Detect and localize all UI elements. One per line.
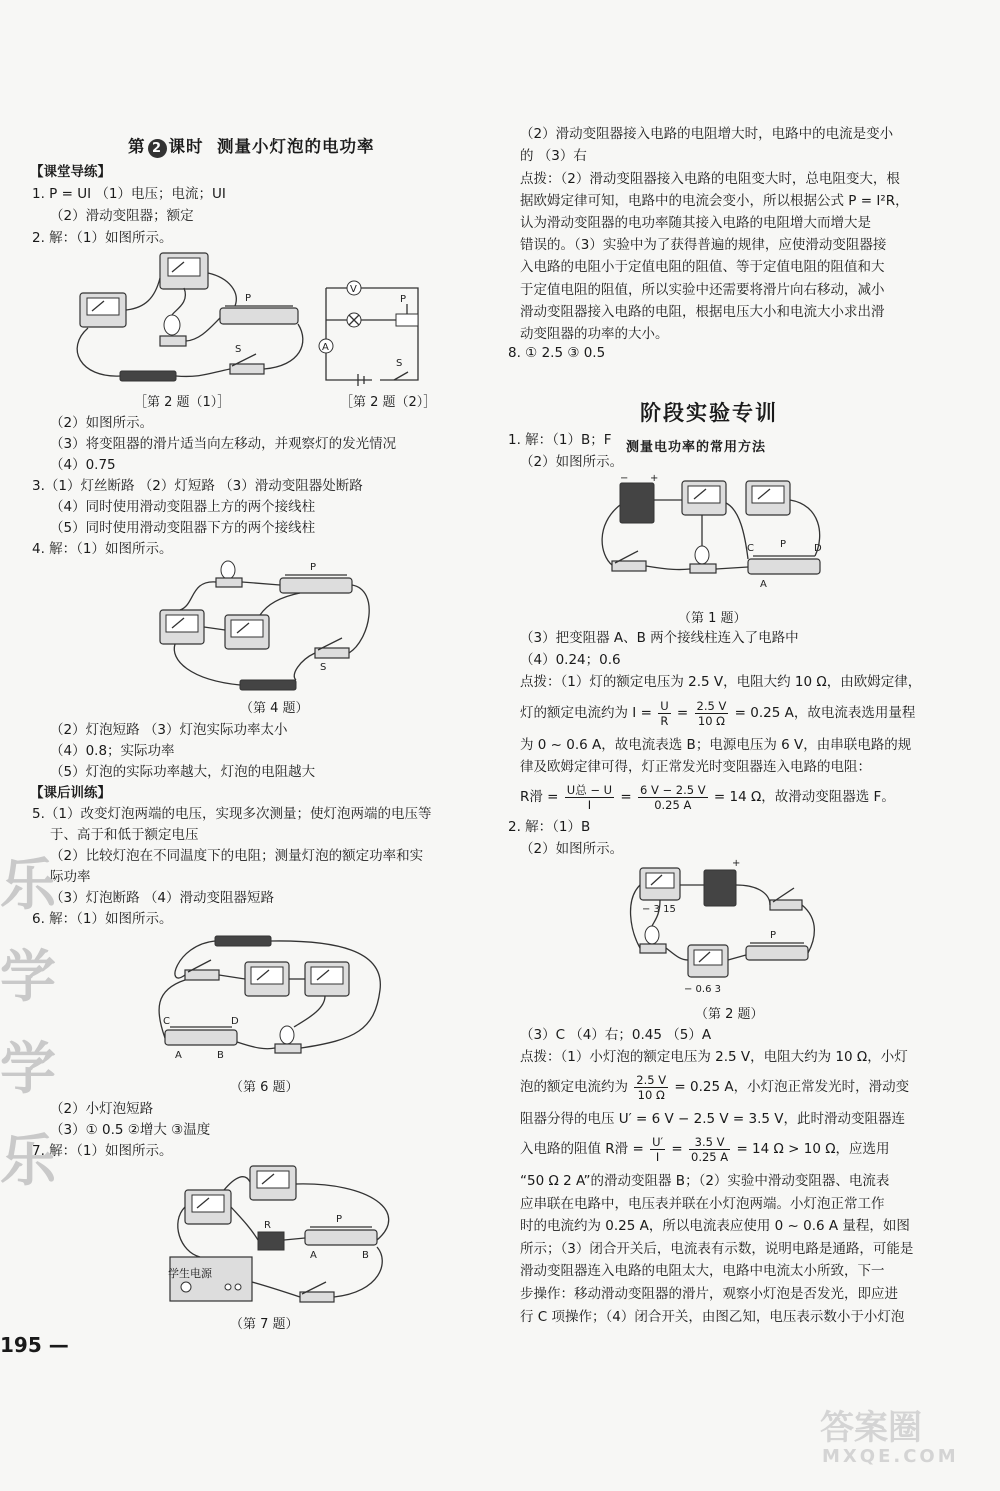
hint-line: 据欧姆定律可知，电路中的电流会变小，所以根据公式 P = I²R， — [520, 193, 909, 209]
answer-line: 2. 解：（1）B — [508, 819, 591, 835]
hint-line: 滑动变阻器接入电路的电阻，根据电压大小和电流大小求出滑 — [520, 304, 885, 320]
hint-line: 步操作：移动滑动变阻器的滑片，观察小灯泡是否发光，即应进 — [520, 1286, 898, 1302]
circuit-figure-2-1 — [60, 248, 320, 388]
fraction — [695, 699, 729, 728]
section-after-class: 【课后训练】 — [30, 785, 111, 801]
answer-line: 8. ① 2.5 ③ 0.5 — [508, 345, 606, 361]
fraction-denominator: 0.25 A — [691, 1149, 729, 1164]
answer-line: （2）比较灯泡在不同温度下的电阻；测量灯泡的额定功率和实 — [50, 848, 424, 864]
answer-line: （3）灯泡断路 （4）滑动变阻器短路 — [50, 890, 274, 906]
figure-caption: （第 1 题） — [678, 611, 747, 626]
hint-line: 入电路的电阻小于定值电阻的阻值、等于定值电阻的阻值和大 — [520, 259, 885, 275]
formula-text: 泡的额定电流约为 — [520, 1079, 628, 1095]
fraction-numerator: U′ — [652, 1134, 664, 1149]
figure-caption: （第 7 题） — [230, 1317, 299, 1332]
svg-text:A: A — [310, 1250, 317, 1261]
hint-line: 时的电流约为 0.25 A，所以电流表应使用 0 ~ 0.6 A 量程，如图 — [520, 1218, 910, 1234]
formula-line — [520, 1134, 890, 1164]
svg-text:S: S — [320, 662, 327, 673]
svg-text:R: R — [264, 1220, 271, 1231]
lesson-title: 第 2 课时 测量小灯泡的电功率 — [128, 137, 375, 156]
answer-line: （5）灯泡的实际功率越大，灯泡的电阻越大 — [50, 764, 316, 780]
hint-line: 行 C 项操作；（4）闭合开关，由图乙知，电压表示数小于小灯泡 — [520, 1309, 905, 1325]
svg-text:P: P — [245, 293, 252, 304]
fraction-numerator: U总 − U — [566, 782, 613, 797]
fraction — [658, 699, 670, 728]
fraction-numerator: 2.5 V — [696, 698, 727, 713]
fraction — [689, 1135, 730, 1164]
answer-line: 5.（1）改变灯泡两端的电压，实现多次测量；使灯泡两端的电压等 — [32, 806, 432, 822]
svg-text:A: A — [322, 342, 329, 353]
fraction-numerator: U — [660, 698, 669, 713]
answer-line: （2）如图所示。 — [520, 841, 624, 857]
answer-line: （2）滑动变阻器接入电路的电阻增大时，电路中的电流是变小 — [520, 126, 894, 142]
answer-line: 4. 解：（1）如图所示。 — [32, 541, 173, 557]
section-class-practice: 【课堂导练】 — [30, 164, 111, 180]
svg-text:P: P — [770, 930, 777, 941]
answer-line: 1. 解：（1）B；F — [508, 432, 612, 448]
answer-line: 2. 解：（1）如图所示。 — [32, 230, 173, 246]
answer-line: （5）同时使用滑动变阻器下方的两个接线柱 — [50, 520, 316, 536]
section-title: 阶段实验专训 — [640, 401, 778, 425]
formula-text: 入电路的阻值 R滑 = — [520, 1141, 644, 1157]
answer-line: （3）把变阻器 A、B 两个接线柱连入了电路中 — [520, 630, 799, 646]
svg-text:P: P — [336, 1214, 343, 1225]
fraction-numerator: 2.5 V — [636, 1072, 667, 1087]
hint-line: 于定值电阻的阻值，所以实验中还需要将滑片向右移动，减小 — [520, 282, 885, 298]
corner-watermark-url: MXQE.COM — [822, 1446, 959, 1467]
hint-line: 点拨：（1）小灯泡的额定电压为 2.5 V，电阻大约为 10 Ω，小灯 — [520, 1049, 908, 1065]
svg-text:P: P — [400, 294, 407, 305]
fraction-denominator: 10 Ω — [637, 1087, 665, 1102]
formula-text: = 14 Ω，故滑动变阻器选 F。 — [713, 789, 895, 805]
lesson-number-badge: 2 — [148, 139, 167, 158]
svg-text:−: − — [620, 473, 629, 484]
figure-caption: ［第 2 题（2）］ — [340, 395, 437, 410]
section-subtitle: 测量电功率的常用方法 — [626, 440, 767, 455]
answer-line: 的 （3）右 — [520, 148, 587, 164]
answer-line: （4）0.8；实际功率 — [50, 743, 175, 759]
answer-line: （3）将变阻器的滑片适当向左移动，并观察灯的发光情况 — [50, 436, 397, 452]
circuit-figure-2-2 — [318, 280, 428, 390]
svg-text:D: D — [231, 1016, 239, 1027]
svg-text:P: P — [780, 539, 787, 550]
figure-caption: ［第 2 题（1）］ — [134, 395, 231, 410]
answer-line: （4）0.75 — [50, 457, 116, 473]
circuit-figure-r1 — [590, 475, 830, 605]
svg-text:B: B — [217, 1050, 224, 1061]
power-supply-label: 学生电源 — [168, 1267, 212, 1280]
svg-text:P: P — [310, 562, 317, 573]
answer-line: 7. 解：（1）如图所示。 — [32, 1143, 173, 1159]
equals-sign: = — [676, 705, 689, 721]
fraction — [634, 1073, 668, 1102]
svg-text:+: + — [732, 858, 741, 869]
hint-line: 律及欧姆定律可得，灯正常发光时变阻器连入电路的电阻： — [520, 759, 871, 775]
svg-text:S: S — [396, 358, 403, 369]
answer-line: （2）如图所示。 — [50, 415, 154, 431]
answer-line: （2）如图所示。 — [520, 454, 624, 470]
answer-line: （4）同时使用滑动变阻器上方的两个接线柱 — [50, 499, 316, 515]
formula-line — [520, 698, 915, 728]
equals-sign: = — [671, 1141, 683, 1157]
circuit-figure-r2 — [620, 860, 820, 1000]
fraction-denominator: R — [660, 713, 669, 728]
hint-line: 所示；（3）闭合开关后，电流表有示数，说明电路是通路，可能是 — [520, 1241, 914, 1257]
answer-line: （2）灯泡短路 （3）灯泡实际功率太小 — [50, 722, 288, 738]
svg-text:A: A — [175, 1050, 182, 1061]
fraction — [650, 1135, 665, 1164]
hint-line: 滑动变阻器连入电路的电阻太大，电路中电流太小所致，下一 — [520, 1263, 885, 1279]
hint-line: 动变阻器的功率的大小。 — [520, 326, 669, 342]
hint-line: “50 Ω 2 A”的滑动变阻器 B；（2）实验中滑动变阻器、电流表 — [520, 1173, 890, 1189]
formula-line — [520, 782, 895, 812]
fraction — [565, 783, 614, 812]
answer-line: 3.（1）灯丝断路 （2）灯短路 （3）滑动变阻器处断路 — [32, 478, 363, 494]
figure-caption: （第 2 题） — [695, 1007, 764, 1022]
formula-text: = 0.25 A，小灯泡正常发光时，滑动变 — [674, 1079, 910, 1095]
hint-line: 点拨：（1）灯的额定电压为 2.5 V，电阻大约 10 Ω，由欧姆定律， — [520, 674, 922, 690]
svg-text:A: A — [760, 579, 767, 590]
fraction-numerator: 6 V − 2.5 V — [639, 782, 706, 797]
answer-line: 于、高于和低于额定电压 — [50, 827, 199, 843]
answer-line: （3）C （4）右；0.45 （5）A — [520, 1027, 712, 1043]
formula-text: = 14 Ω > 10 Ω，应选用 — [736, 1141, 890, 1157]
equals-sign: = — [620, 789, 632, 805]
formula-line — [520, 1072, 909, 1102]
answer-line: （2）滑动变阻器；额定 — [50, 208, 194, 224]
svg-text:D: D — [814, 543, 822, 554]
hint-line: 点拨：（2）滑动变阻器接入电路的电阻变大时，总电阻变大，根 — [520, 171, 900, 187]
formula-text: R滑 = — [520, 789, 559, 805]
fraction-denominator: 0.25 A — [654, 797, 692, 812]
fraction — [638, 783, 708, 812]
svg-text:S: S — [235, 344, 242, 355]
svg-text:+: + — [650, 473, 659, 484]
fraction-numerator: 3.5 V — [689, 1135, 730, 1150]
figure-caption: （第 4 题） — [240, 701, 309, 716]
side-watermark: 乐 学 学 乐 — [0, 853, 56, 1194]
hint-line: 错误的。（3）实验中为了获得普遍的规律，应使滑动变阻器接 — [520, 237, 887, 253]
answer-line: （3）① 0.5 ②增大 ③温度 — [50, 1122, 211, 1138]
circuit-figure-7 — [140, 1162, 400, 1312]
answer-line: 际功率 — [50, 869, 91, 885]
answer-line: （4）0.24；0.6 — [520, 652, 621, 668]
circuit-figure-6 — [155, 930, 405, 1075]
fraction-denominator: I — [587, 797, 592, 812]
fraction-denominator: I — [655, 1149, 660, 1164]
svg-text:V: V — [350, 284, 357, 295]
svg-text:B: B — [362, 1250, 369, 1261]
formula-text: 灯的额定电流约为 I = — [520, 705, 652, 721]
svg-text:C: C — [163, 1016, 170, 1027]
hint-line: 认为滑动变阻器的电功率随其接入电路的电阻增大而增大是 — [520, 215, 871, 231]
svg-text:C: C — [747, 543, 754, 554]
answer-line: （2）小灯泡短路 — [50, 1101, 154, 1117]
hint-line: 为 0 ~ 0.6 A，故电流表选 B；电源电压为 6 V，由串联电路的规 — [520, 737, 912, 753]
hint-line: 应串联在电路中，电压表并联在小灯泡两端。小灯泡正常工作 — [520, 1196, 885, 1212]
svg-text:− 0.6 3: − 0.6 3 — [684, 984, 722, 995]
answer-line: 1. P = UI （1）电压；电流；UI — [32, 186, 226, 202]
circuit-figure-4 — [150, 560, 390, 695]
corner-watermark-logo: 答案圈 — [820, 1408, 922, 1448]
figure-caption: （第 6 题） — [230, 1080, 299, 1095]
answer-line: 6. 解：（1）如图所示。 — [32, 911, 173, 927]
fraction-denominator: 10 Ω — [697, 713, 725, 728]
hint-line: 阻器分得的电压 U′ = 6 V − 2.5 V = 3.5 V，此时滑动变阻器连 — [520, 1111, 906, 1127]
svg-text:− 3 15: − 3 15 — [642, 904, 676, 915]
page-number: 195 — — [0, 1333, 69, 1357]
formula-text: = 0.25 A，故电流表选用量程 — [734, 705, 916, 721]
